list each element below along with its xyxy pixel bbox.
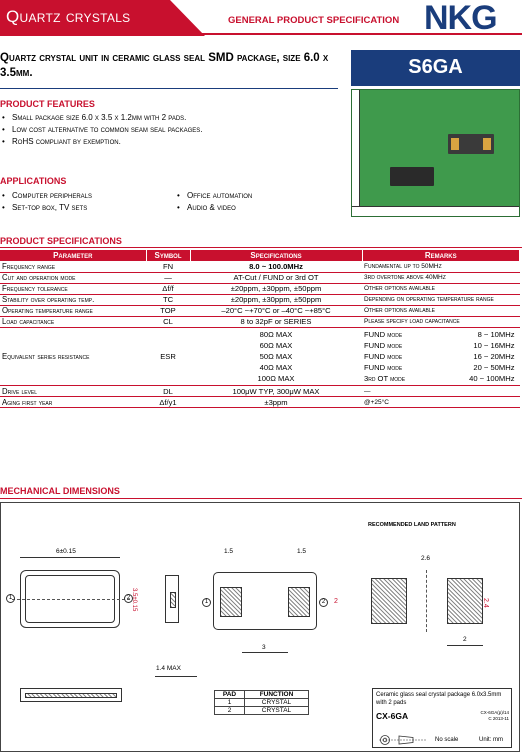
esr-value: 100Ω MAX [257,374,295,384]
table-header-row [0,250,520,261]
crystal-bottom [390,167,434,186]
dim-pad-left: 1.5 [224,548,234,555]
table-header-row [215,691,309,699]
specs-title: PRODUCT SPECIFICATIONS [0,236,122,246]
product-photo [351,89,520,217]
esr-remarks-cell [362,327,520,386]
table-row [0,316,520,327]
dim-line [155,676,197,677]
table-cell: Frequency range [0,261,146,272]
drawing-scale: No scale [435,737,459,743]
product-title: Quartz crystal unit in ceramic glass seal SMD package, size 6.0 x 3.5mm. [0,52,329,79]
table-row [215,699,309,707]
list-item: • Computer peripherals [0,190,170,202]
dim-line [20,557,120,558]
table-cell: Equivalent series resistance [0,327,146,386]
table-cell: Δf/f [146,283,190,294]
list-item: • Audio & video [175,202,345,214]
table-cell: –20°C ~+70°C or –40°C ~+85°C [190,305,362,316]
esr-value: 60Ω MAX [259,340,293,350]
esr-remark: FUND mode 8 ~ 10MHz [364,329,515,339]
table-cell: @+25°C [362,397,520,408]
category-title: Quartz crystals [6,7,131,26]
table-cell: 100μW TYP, 300μW MAX [190,386,362,397]
table-cell: 8 to 32pF or SERIES [190,316,362,327]
land-pad-1 [371,578,407,624]
applications-title: APPLICATIONS [0,176,67,186]
spec-table [0,250,520,408]
center-line [426,570,427,632]
column-header: PAD [215,691,245,699]
table-cell: TOP [146,305,190,316]
dim-line [242,652,288,653]
table-cell: Other options available [362,305,520,316]
drawing-rev-date: C 2013-11 [488,716,509,721]
features-title: PRODUCT FEATURES [0,99,95,109]
esr-remark: FUND mode 20 ~ 50MHz [364,363,515,373]
list-item: • Low cost alternative to common seam seal packages. [0,124,340,136]
table-row [0,305,520,316]
esr-remark: 3rd OT mode 40 ~ 100MHz [364,374,515,384]
table-cell: 1 [215,699,245,707]
table-cell: ±20ppm, ±30ppm, ±50ppm [190,283,362,294]
land-pattern-title: RECOMMENDED LAND PATTERN [368,522,456,528]
pin2-marker: 2 [319,598,328,607]
projection-symbol-icon [379,734,429,746]
column-header: FUNCTION [245,691,309,699]
table-cell: — [146,272,190,283]
table-cell: 3rd overtone above 40MHz [362,272,520,283]
pin2-marker: 2 [124,594,133,603]
table-cell: Load capacitance [0,316,146,327]
table-cell: Δf/y1 [146,397,190,408]
table-row-esr [0,327,520,386]
table-cell: DL [146,386,190,397]
list-item: • RoHS compliant by exemption. [0,136,340,148]
title-rule [0,88,338,89]
table-cell: Cut and operation mode [0,272,146,283]
table-cell: AT-Cut / FUND or 3rd OT [190,272,362,283]
dim-line [447,645,483,646]
dim-width: 3.5±0.15 [131,588,137,612]
pad-function-table [214,690,309,715]
table-cell: Stability over operating temp. [0,294,146,305]
table-row [0,294,520,305]
esr-value: 80Ω MAX [259,329,293,339]
dim-length: 6±0.15 [56,548,76,555]
specs-rule [0,247,522,248]
features-list [0,112,340,148]
table-row [0,386,520,397]
header [0,0,522,36]
table-row [0,272,520,283]
table-cell: ±20ppm, ±30ppm, ±50ppm [190,294,362,305]
table-row [0,283,520,294]
pin1-marker: 1 [6,594,15,603]
table-cell: FN [146,261,190,272]
dim-height: 1.4 MAX [156,665,181,672]
table-cell: 8.0 ~ 100.0MHz [190,261,362,272]
table-cell: ±3ppm [190,397,362,408]
column-header: Remarks [362,250,520,261]
table-cell: CL [146,316,190,327]
dim-pad-gap: 3 [262,644,266,651]
table-cell: — [362,386,520,397]
table-cell: ESR [146,327,190,386]
table-cell: Please specify load capacitance [362,316,520,327]
dim-pad-height: 2 [334,598,338,605]
table-cell: Depending on operating temperature range [362,294,520,305]
table-cell: TC [146,294,190,305]
mechanical-rule [0,498,522,499]
applications-list-right [175,190,345,214]
drawing-revision [463,710,509,722]
list-item: • Set-top box, TV sets [0,202,170,214]
table-cell: Fundamental up to 50MHz [362,261,520,272]
dim-land-gap: 2.6 [421,555,431,562]
dim-land-width: 2 [463,636,467,643]
crystal-pad [451,138,459,150]
table-cell: Operating temperature range [0,305,146,316]
list-item: • Small package size 6.0 x 3.5 x 1.2mm with 2 pads. [0,112,340,124]
center-line [12,599,130,600]
side-hatch [170,592,176,608]
esr-values-cell [190,327,362,386]
table-row [215,707,309,715]
table-cell: Frequency tolerance [0,283,146,294]
table-cell: CRYSTAL [245,699,309,707]
table-row [0,261,520,272]
drawing-title-block [372,688,512,748]
column-header: Specifications [190,250,362,261]
pin1-marker: 1 [202,598,211,607]
column-header: Symbol [146,250,190,261]
pad-2 [288,587,310,617]
drawing-ref: CX-6GA(p)/14 [480,710,509,715]
pad-1 [220,587,242,617]
mechanical-title: MECHANICAL DIMENSIONS [0,486,120,496]
crystal-pad [483,138,491,150]
drawing-unit: Unit: mm [479,737,503,743]
drawing-description: Ceramic glass seal crystal package 6.0x3.5mm with 2 pads [376,692,502,706]
table-cell: 2 [215,707,245,715]
applications-list-left [0,190,170,214]
photo-ruler-vertical [352,90,360,217]
drawing-code: CX-6GA [376,711,409,721]
table-cell: Other options available [362,283,520,294]
dim-land-height: 2.4 [482,598,489,608]
esr-remark: FUND mode 10 ~ 16MHz [364,340,515,350]
list-item: • Office automation [175,190,345,202]
brand-logo: NKG [424,0,497,37]
land-pad-2 [447,578,483,624]
part-number-box [351,50,520,86]
table-cell: Aging first year [0,397,146,408]
esr-value: 50Ω MAX [259,351,293,361]
table-cell: Drive level [0,386,146,397]
esr-remark: FUND mode 16 ~ 20MHz [364,351,515,361]
crystal-top [448,134,494,154]
profile-hatch [25,693,117,698]
table-cell: CRYSTAL [245,707,309,715]
esr-value: 40Ω MAX [259,363,293,373]
document-type: GENERAL PRODUCT SPECIFICATION [228,15,400,26]
table-row [0,397,520,408]
dim-pad-right: 1.5 [297,548,307,555]
part-number: S6GA [408,56,463,78]
column-header: Parameter [0,250,146,261]
photo-ruler-horizontal [352,206,520,216]
